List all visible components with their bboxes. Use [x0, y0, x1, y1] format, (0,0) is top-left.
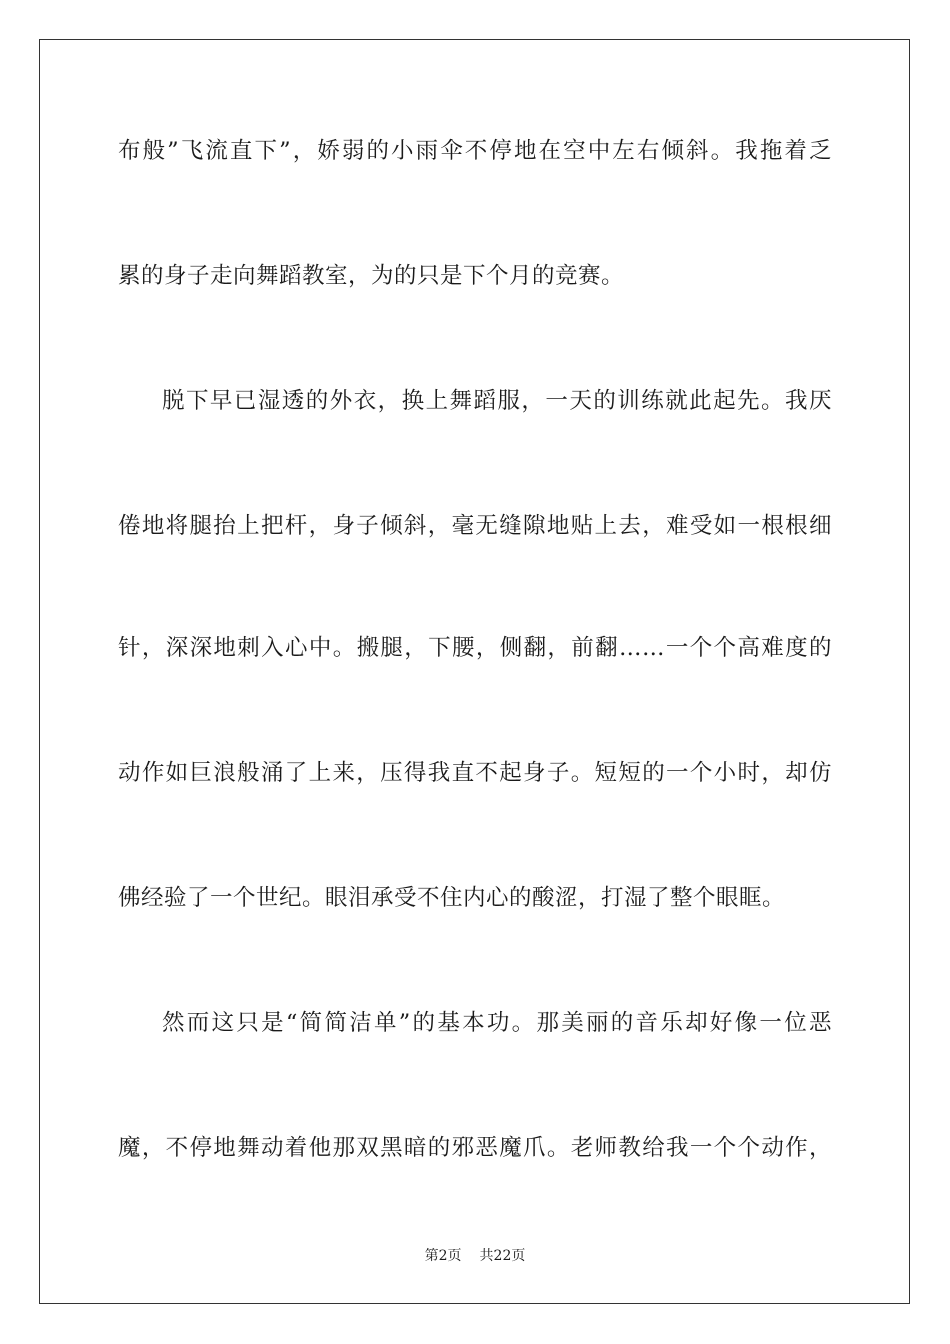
text-line: 佛经验了一个世纪。眼泪承受不住内心的酸涩，打湿了整个眼眶。	[118, 885, 786, 911]
page-number: 第2页	[424, 1248, 462, 1264]
paragraph-first-line: 然而这只是“简简洁单”的基本功。那美丽的音乐却好像一位恶	[162, 1010, 832, 1036]
text-line: 倦地将腿抬上把杆，身子倾斜，毫无缝隙地贴上去，难受如一根根细	[118, 513, 832, 539]
text-line: 针，深深地刺入心中。搬腿，下腰，侧翻，前翻……一个个高难度的	[118, 635, 832, 661]
page-border	[39, 39, 910, 1304]
text-line: 累的身子走向舞蹈教室，为的只是下个月的竞赛。	[118, 263, 625, 289]
page-total: 共22页	[479, 1248, 526, 1264]
text-line: 魔，不停地舞动着他那双黑暗的邪恶魔爪。老师教给我一个个动作，	[118, 1135, 832, 1161]
page-footer	[0, 1246, 950, 1266]
paragraph-first-line: 脱下早已湿透的外衣，换上舞蹈服，一天的训练就此起先。我厌	[162, 388, 832, 414]
text-line: 动作如巨浪般涌了上来，压得我直不起身子。短短的一个小时，却仿	[118, 760, 832, 786]
text-line: 布般”飞流直下”，娇弱的小雨伞不停地在空中左右倾斜。我拖着乏	[118, 138, 832, 164]
